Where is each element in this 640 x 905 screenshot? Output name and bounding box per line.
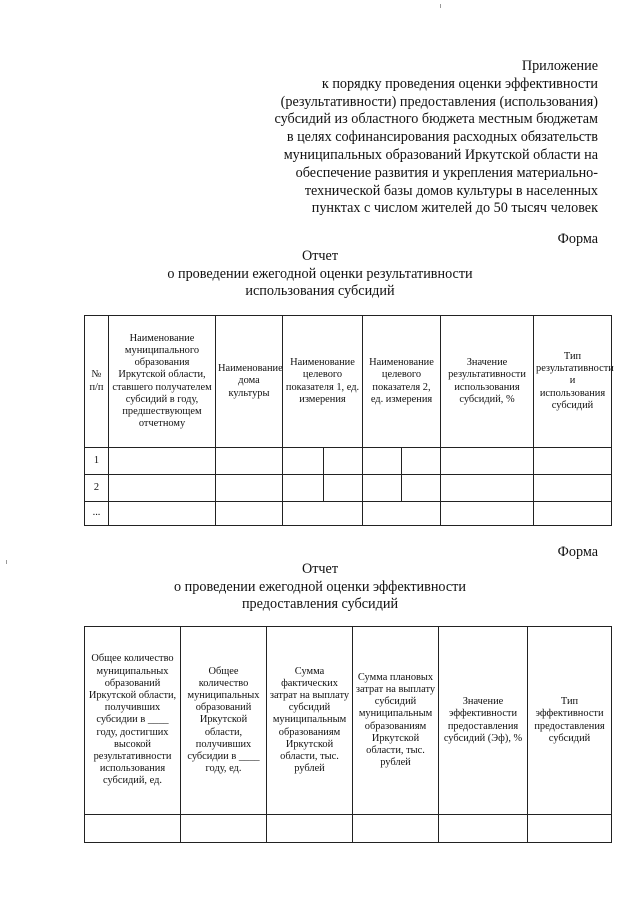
table-cell <box>363 502 441 526</box>
appendix-line: к порядку проведения оценки эффективности <box>321 75 598 92</box>
table-row <box>85 815 612 843</box>
table-row <box>85 448 612 475</box>
table-cell <box>109 475 216 502</box>
table-cell <box>363 475 441 502</box>
table-cell <box>181 815 267 843</box>
header-number: № п/п <box>85 316 109 448</box>
table-cell <box>353 815 439 843</box>
report1-title-line: использования субсидий <box>245 283 395 299</box>
report2-title <box>0 561 640 614</box>
appendix-line: субсидий из областного бюджета местным бюджетам <box>274 111 598 128</box>
header-efficiency-type: Тип эффективности предоставления субсидий <box>528 627 612 815</box>
table-row <box>85 475 612 502</box>
report2-table <box>84 626 612 843</box>
table-cell <box>439 815 528 843</box>
form-label-2: Форма <box>557 544 598 560</box>
report1-title <box>0 248 640 301</box>
header-total-count: Общее количество муниципальных образований Иркутской области, получивших субсидии в ____ году, ед. <box>181 627 267 815</box>
table-cell <box>216 448 283 475</box>
table-row <box>85 502 612 526</box>
scan-mark-top <box>440 4 441 8</box>
appendix-line: муниципальных образований Иркутской области на <box>283 146 598 163</box>
table-cell <box>85 815 181 843</box>
report1-title-line: Отчет <box>301 248 339 264</box>
appendix-line: технической базы домов культуры в населенных <box>304 182 598 199</box>
appendix-line: обеспечение развития и укрепления материально- <box>295 164 598 181</box>
report1-table <box>84 315 612 526</box>
appendix-line: Приложение <box>521 58 598 74</box>
row-number: ... <box>85 502 109 526</box>
header-planned-costs: Сумма плановых затрат на выплату субсидий муниципальным образованиям Иркутской области, тыс. рублей <box>353 627 439 815</box>
header-actual-costs: Сумма фактических затрат на выплату субсидий муниципальным образованиям Иркутской области, тыс. рублей <box>267 627 353 815</box>
report1-title-line: о проведении ежегодной оценки результативности <box>167 265 473 282</box>
report2-title-line: предоставления субсидий <box>241 596 399 612</box>
table-cell <box>528 815 612 843</box>
table-cell <box>363 448 441 475</box>
header-municipality: Наименование муниципального образования Иркутской области, ставшего получателем субсидий в году, предшествующем отчетному <box>109 316 216 448</box>
table-cell <box>283 475 363 502</box>
header-result-value: Значение результативности использования субсидий, % <box>441 316 534 448</box>
header-indicator-2: Наименование целевого показателя 2, ед. измерения <box>363 316 441 448</box>
header-high-result-count: Общее количество муниципальных образований Иркутской области, получивших субсидии в ____ году, достигших высокой результативности использования субсидий, ед. <box>85 627 181 815</box>
report2-title-line: о проведении ежегодной оценки эффективности <box>174 578 466 595</box>
table-cell <box>534 448 612 475</box>
table-cell <box>283 448 363 475</box>
row-number: 1 <box>85 448 109 475</box>
header-result-type: Тип результативности и использования субсидий <box>534 316 612 448</box>
appendix-block <box>238 58 598 218</box>
report2-title-line: Отчет <box>301 561 339 577</box>
form-label-1: Форма <box>557 231 598 247</box>
header-efficiency-value: Значение эффективности предоставления субсидий (Эф), % <box>439 627 528 815</box>
table-cell <box>109 448 216 475</box>
header-culture-house: Наименование дома культуры <box>216 316 283 448</box>
table-cell <box>441 448 534 475</box>
table-cell <box>534 475 612 502</box>
table-cell <box>441 502 534 526</box>
table-cell <box>109 502 216 526</box>
table-cell <box>216 475 283 502</box>
table-cell <box>283 502 363 526</box>
row-number: 2 <box>85 475 109 502</box>
table-cell <box>267 815 353 843</box>
appendix-line: пунктах с числом жителей до 50 тысяч человек <box>311 200 598 217</box>
header-indicator-1: Наименование целевого показателя 1, ед. измерения <box>283 316 363 448</box>
table-cell <box>216 502 283 526</box>
table-cell <box>534 502 612 526</box>
appendix-line: (результативности) предоставления (использования) <box>280 93 598 110</box>
appendix-line: в целях софинансирования расходных обязательств <box>286 129 598 146</box>
table-cell <box>441 475 534 502</box>
